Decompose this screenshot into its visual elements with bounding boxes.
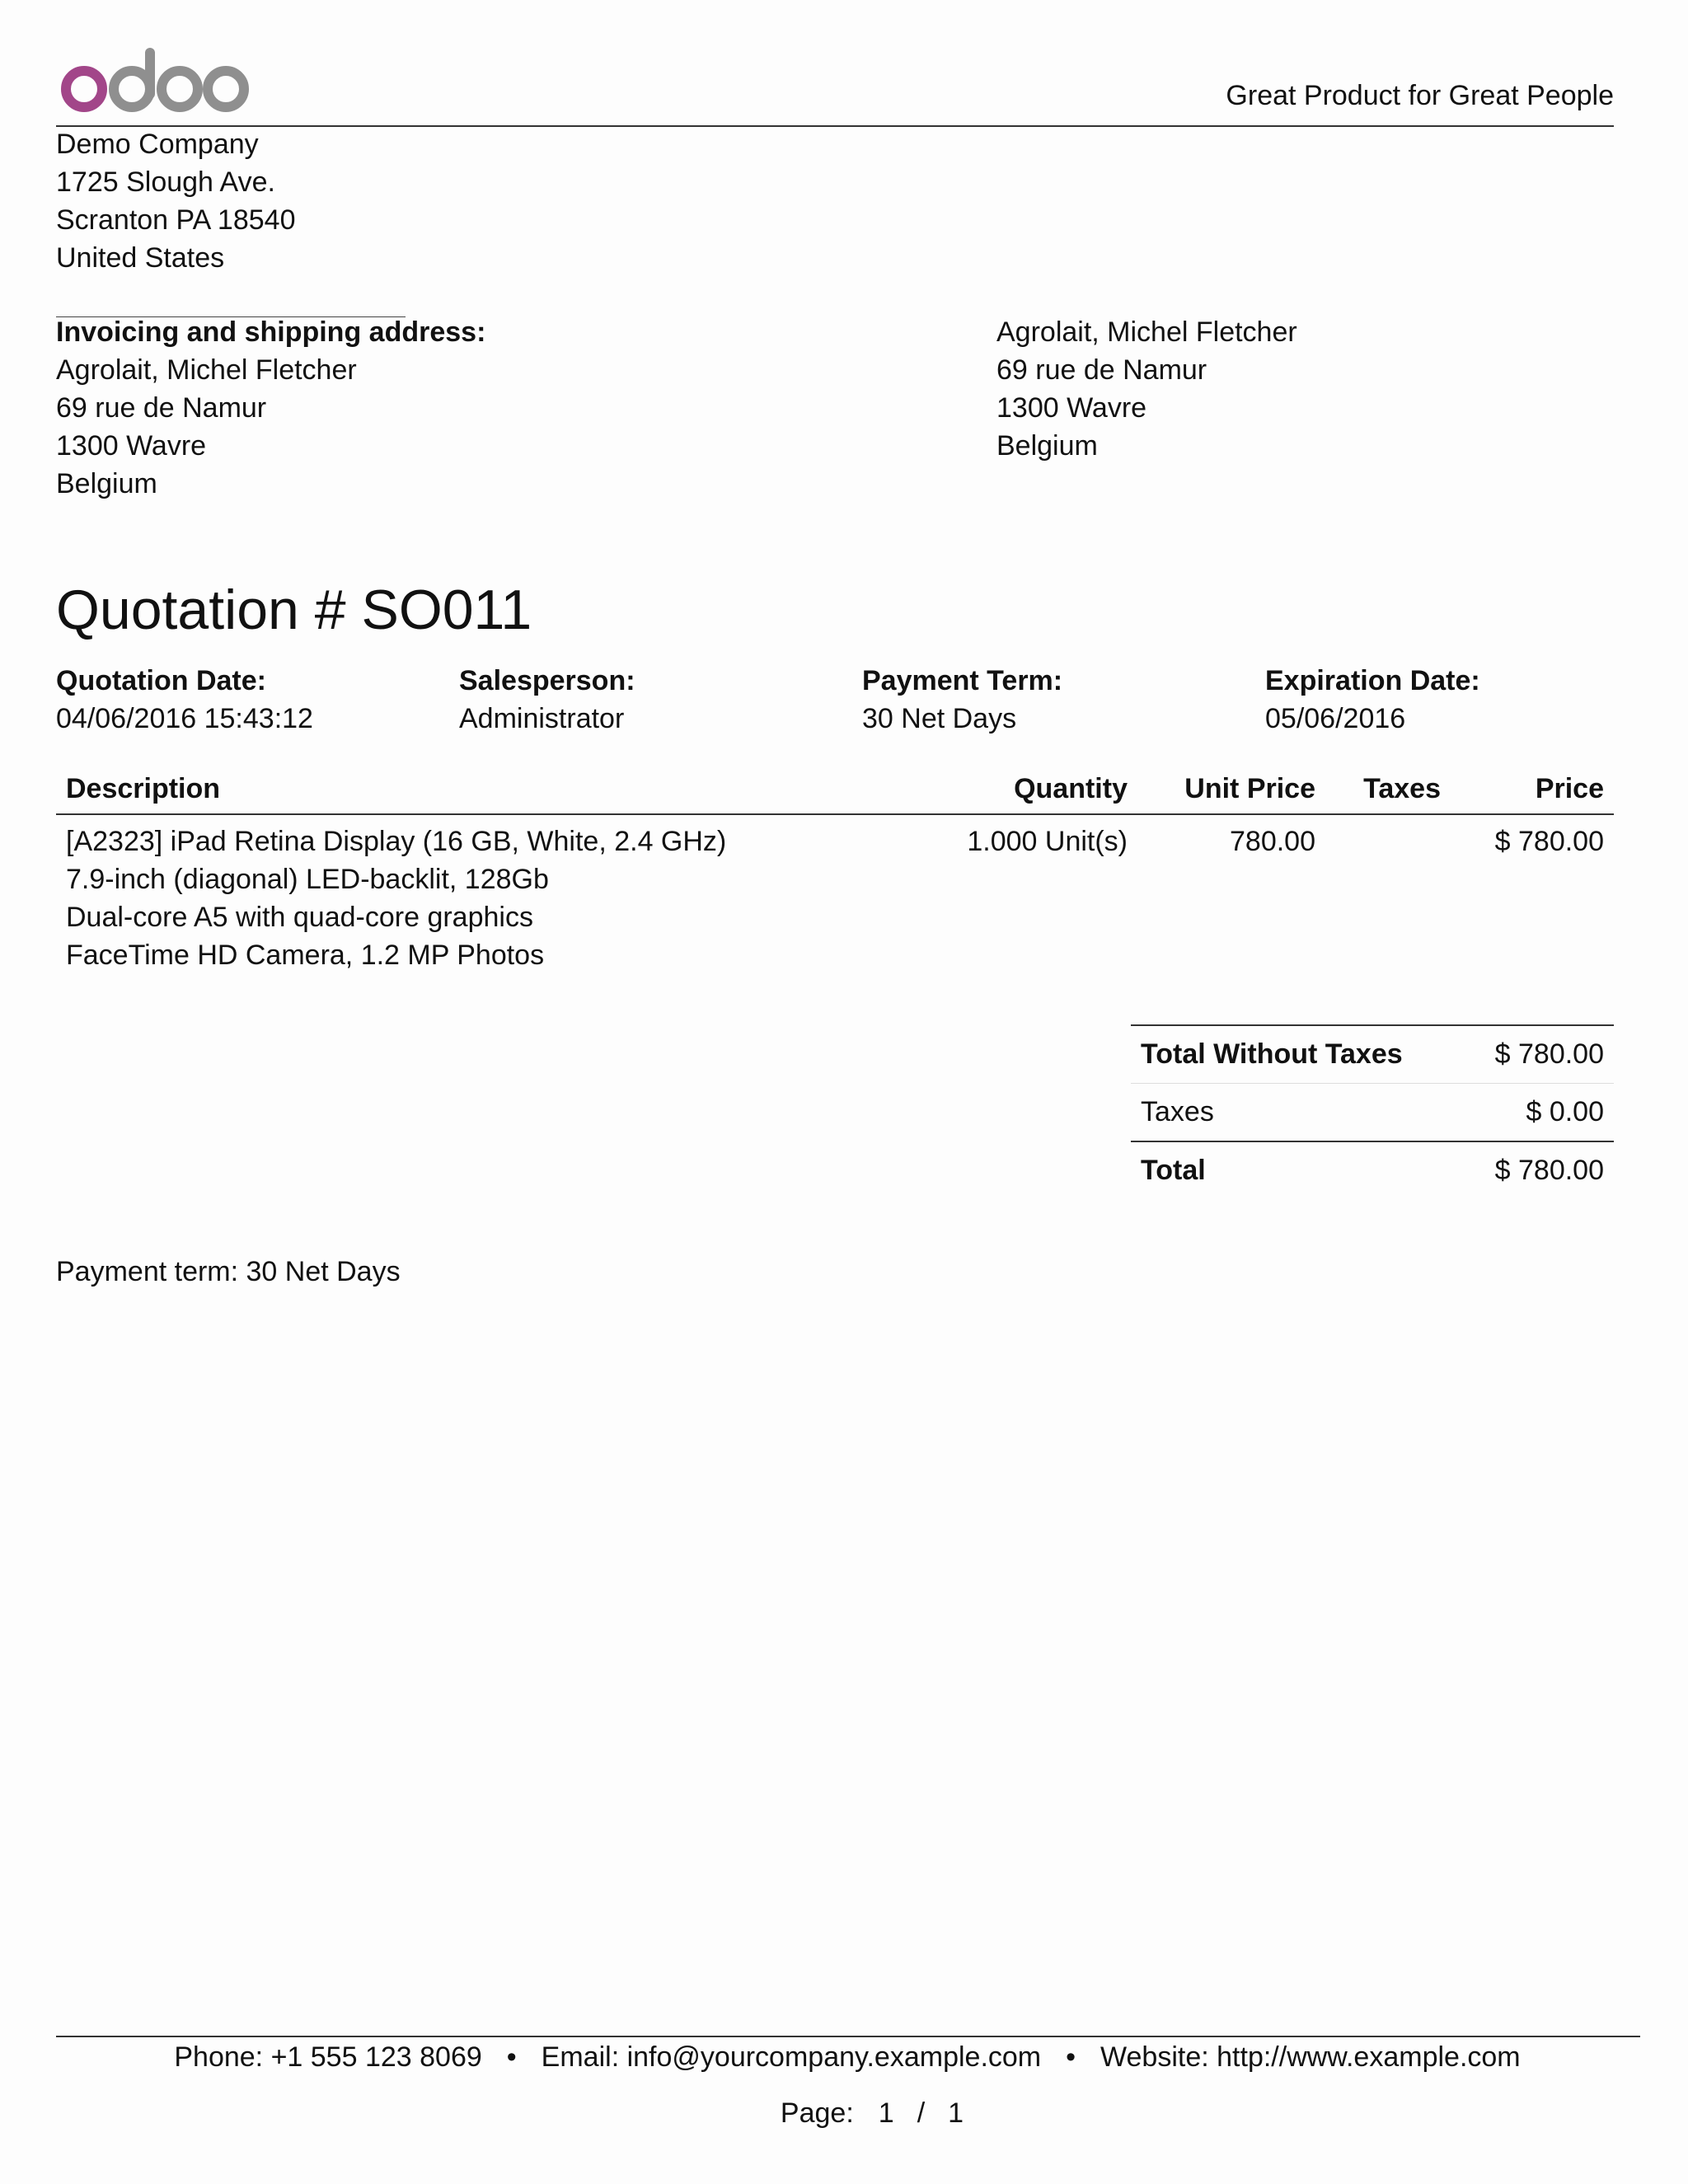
item-description-line: [A2323] iPad Retina Display (16 GB, White, 2.4 GHz) bbox=[66, 826, 727, 857]
invoicing-address-line: 1300 Wavre bbox=[56, 430, 207, 462]
bullet-icon: • bbox=[1066, 2041, 1076, 2073]
company-logo bbox=[59, 46, 249, 114]
info-expiration-date bbox=[1265, 662, 1480, 738]
items-table-header bbox=[56, 765, 1614, 815]
invoicing-address-line: Belgium bbox=[56, 468, 157, 499]
page-label: Page: bbox=[780, 2097, 854, 2129]
col-unit-price: Unit Price bbox=[1184, 773, 1315, 804]
total-label: Total Without Taxes bbox=[1141, 1038, 1403, 1070]
customer-address-line: 69 rue de Namur bbox=[996, 354, 1207, 386]
item-unit-price: 780.00 bbox=[1230, 826, 1315, 857]
odoo-logo-icon bbox=[59, 46, 249, 114]
report-header bbox=[56, 41, 1614, 127]
company-name: Demo Company bbox=[56, 129, 259, 160]
info-value: Administrator bbox=[459, 703, 625, 734]
info-label: Salesperson: bbox=[459, 665, 635, 696]
total-label: Taxes bbox=[1141, 1096, 1214, 1127]
invoicing-address bbox=[56, 313, 485, 503]
col-description: Description bbox=[66, 773, 221, 804]
footer-phone: Phone: +1 555 123 8069 bbox=[174, 2041, 482, 2073]
footer-contact bbox=[56, 2038, 1639, 2076]
item-description-line: 7.9-inch (diagonal) LED-backlit, 128Gb bbox=[66, 864, 549, 895]
company-tagline: Great Product for Great People bbox=[1226, 80, 1614, 111]
invoicing-address-line: 69 rue de Namur bbox=[56, 392, 267, 424]
company-street: 1725 Slough Ave. bbox=[56, 166, 275, 198]
info-label: Quotation Date: bbox=[56, 665, 266, 696]
quotation-info bbox=[56, 662, 1614, 738]
total-value: $ 780.00 bbox=[1494, 1155, 1604, 1186]
item-description bbox=[66, 823, 726, 974]
customer-address-line: Agrolait, Michel Fletcher bbox=[996, 316, 1297, 348]
grand-total-row bbox=[1131, 1141, 1614, 1199]
info-value: 05/06/2016 bbox=[1265, 703, 1406, 734]
customer-address bbox=[996, 313, 1297, 465]
invoicing-address-heading: Invoicing and shipping address: bbox=[56, 316, 486, 348]
invoicing-address-line: Agrolait, Michel Fletcher bbox=[56, 354, 357, 386]
total-without-taxes-row bbox=[1131, 1024, 1614, 1083]
footer-page-number bbox=[56, 2094, 1688, 2132]
taxes-row bbox=[1131, 1083, 1614, 1141]
company-city: Scranton PA 18540 bbox=[56, 204, 296, 236]
col-taxes: Taxes bbox=[1363, 773, 1441, 804]
info-payment-term bbox=[862, 662, 1062, 738]
col-quantity: Quantity bbox=[1014, 773, 1128, 804]
customer-address-line: 1300 Wavre bbox=[996, 392, 1147, 424]
customer-address-line: Belgium bbox=[996, 430, 1098, 462]
page-separator: / bbox=[917, 2097, 926, 2129]
total-value: $ 0.00 bbox=[1526, 1096, 1604, 1127]
info-label: Payment Term: bbox=[862, 665, 1063, 696]
quotation-page bbox=[56, 0, 1614, 2184]
table-row bbox=[56, 823, 1614, 979]
info-salesperson bbox=[459, 662, 635, 738]
total-label: Total bbox=[1141, 1155, 1206, 1186]
item-description-line: Dual-core A5 with quad-core graphics bbox=[66, 902, 533, 933]
item-price: $ 780.00 bbox=[1494, 826, 1604, 857]
totals-table bbox=[1131, 1024, 1614, 1199]
item-quantity: 1.000 Unit(s) bbox=[967, 826, 1128, 857]
info-value: 04/06/2016 15:43:12 bbox=[56, 703, 313, 734]
document-title: Quotation # SO011 bbox=[56, 579, 532, 641]
payment-term-note: Payment term: 30 Net Days bbox=[56, 1256, 401, 1287]
page-current: 1 bbox=[878, 2097, 894, 2129]
bullet-icon: • bbox=[506, 2041, 517, 2073]
col-price: Price bbox=[1535, 773, 1604, 804]
page-total: 1 bbox=[948, 2097, 964, 2129]
item-description-line: FaceTime HD Camera, 1.2 MP Photos bbox=[66, 940, 545, 971]
footer-separator bbox=[56, 2036, 1640, 2037]
info-value: 30 Net Days bbox=[862, 703, 1017, 734]
company-country: United States bbox=[56, 242, 225, 274]
company-address bbox=[56, 125, 295, 277]
total-value: $ 780.00 bbox=[1494, 1038, 1604, 1070]
info-quotation-date bbox=[56, 662, 313, 738]
footer-website: Website: http://www.example.com bbox=[1100, 2041, 1521, 2073]
footer-email: Email: info@yourcompany.example.com bbox=[541, 2041, 1042, 2073]
info-label: Expiration Date: bbox=[1265, 665, 1480, 696]
